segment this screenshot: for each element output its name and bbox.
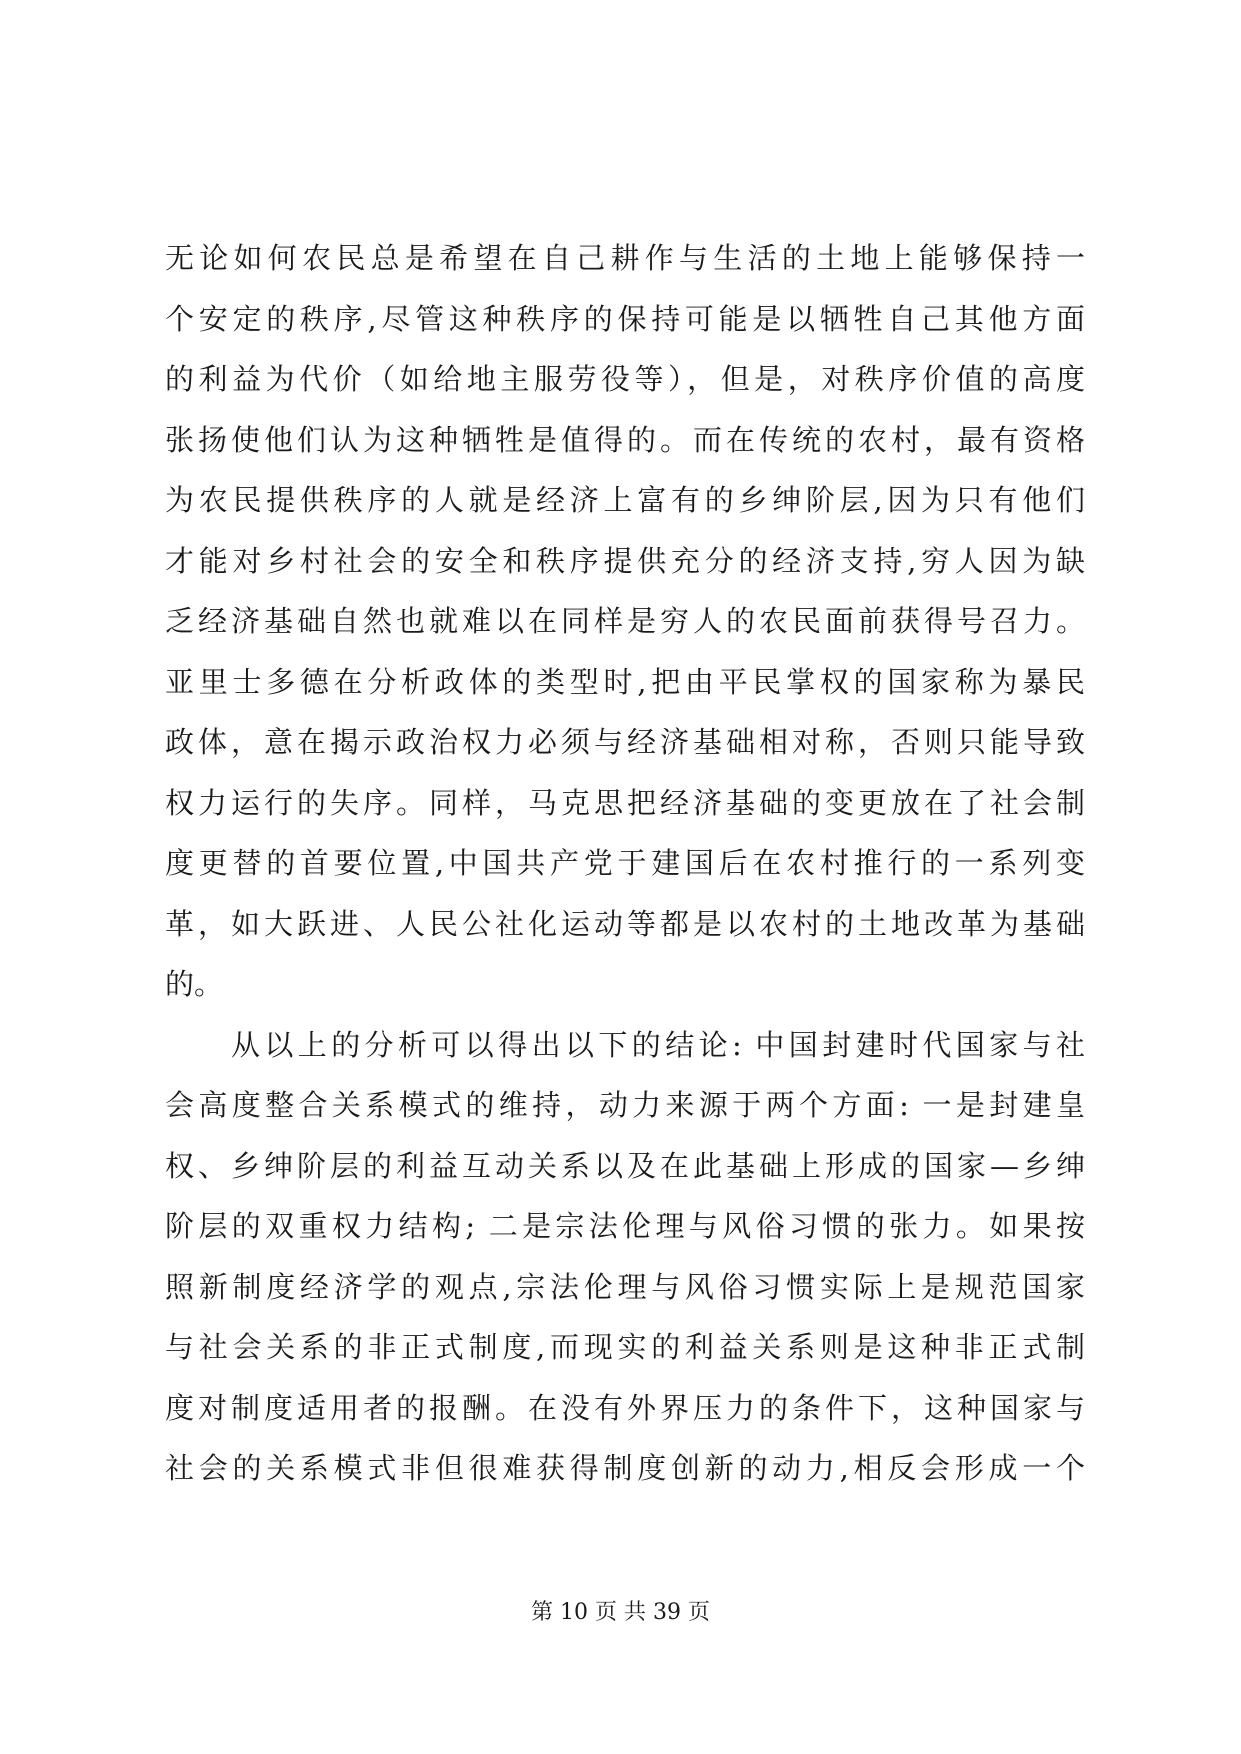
- text-line: 度对制度适用者的报酬。在没有外界压力的条件下，这种国家与: [165, 1390, 1085, 1425]
- text-line: 阶层的双重权力结构; 二是宗法伦理与风俗习惯的张力。如果按: [165, 1209, 1085, 1243]
- text-line: 无论如何农民总是希望在自己耕作与生活的土地上能够保持一: [165, 241, 1085, 275]
- text-line: 革，如大跃进、人民公社化运动等都是以农村的土地改革为基础: [165, 906, 1085, 941]
- text-line: 的利益为代价（如给地主服劳役等），但是，对秩序价值的高度: [165, 362, 1085, 396]
- text-line: 亚里士多德在分析政体的类型时,把由平民掌权的国家称为暴民: [165, 664, 1085, 699]
- text-line: 权、乡绅阶层的利益互动关系以及在此基础上形成的国家—乡绅: [165, 1148, 1085, 1183]
- text-line: 从以上的分析可以得出以下的结论: 中国封建时代国家与社: [231, 1027, 1085, 1062]
- text-line: 政体，意在揭示政治权力必须与经济基础相对称，否则只能导致: [165, 725, 1085, 759]
- text-line: 权力运行的失序。同样，马克思把经济基础的变更放在了社会制: [165, 785, 1085, 820]
- paragraph: [165, 1015, 1085, 1499]
- text-line: 度更替的首要位置,中国共产党于建国后在农村推行的一系列变: [165, 846, 1085, 880]
- paragraph: [165, 228, 1085, 1015]
- text-line: 会高度整合关系模式的维持，动力来源于两个方面: 一是封建皇: [165, 1088, 1085, 1122]
- text-line: 才能对乡村社会的安全和秩序提供充分的经济支持,穷人因为缺: [165, 543, 1085, 578]
- page-number: 第 10 页 共 39 页: [531, 1600, 710, 1625]
- page-footer: [0, 1598, 1241, 1628]
- body-text: [165, 228, 1085, 1499]
- text-line: 照新制度经济学的观点,宗法伦理与风俗习惯实际上是规范国家: [165, 1269, 1085, 1304]
- text-line: 的。: [165, 967, 224, 1001]
- text-line: 与社会关系的非正式制度,而现实的利益关系则是这种非正式制: [165, 1330, 1085, 1364]
- text-line: 乏经济基础自然也就难以在同样是穷人的农民面前获得号召力。: [165, 604, 1085, 638]
- text-line: 社会的关系模式非但很难获得制度创新的动力,相反会形成一个: [165, 1451, 1085, 1485]
- text-line: 为农民提供秩序的人就是经济上富有的乡绅阶层,因为只有他们: [165, 483, 1085, 517]
- text-line: 个安定的秩序,尽管这种秩序的保持可能是以牺牲自己其他方面: [165, 301, 1085, 336]
- text-line: 张扬使他们认为这种牺牲是值得的。而在传统的农村，最有资格: [165, 422, 1085, 457]
